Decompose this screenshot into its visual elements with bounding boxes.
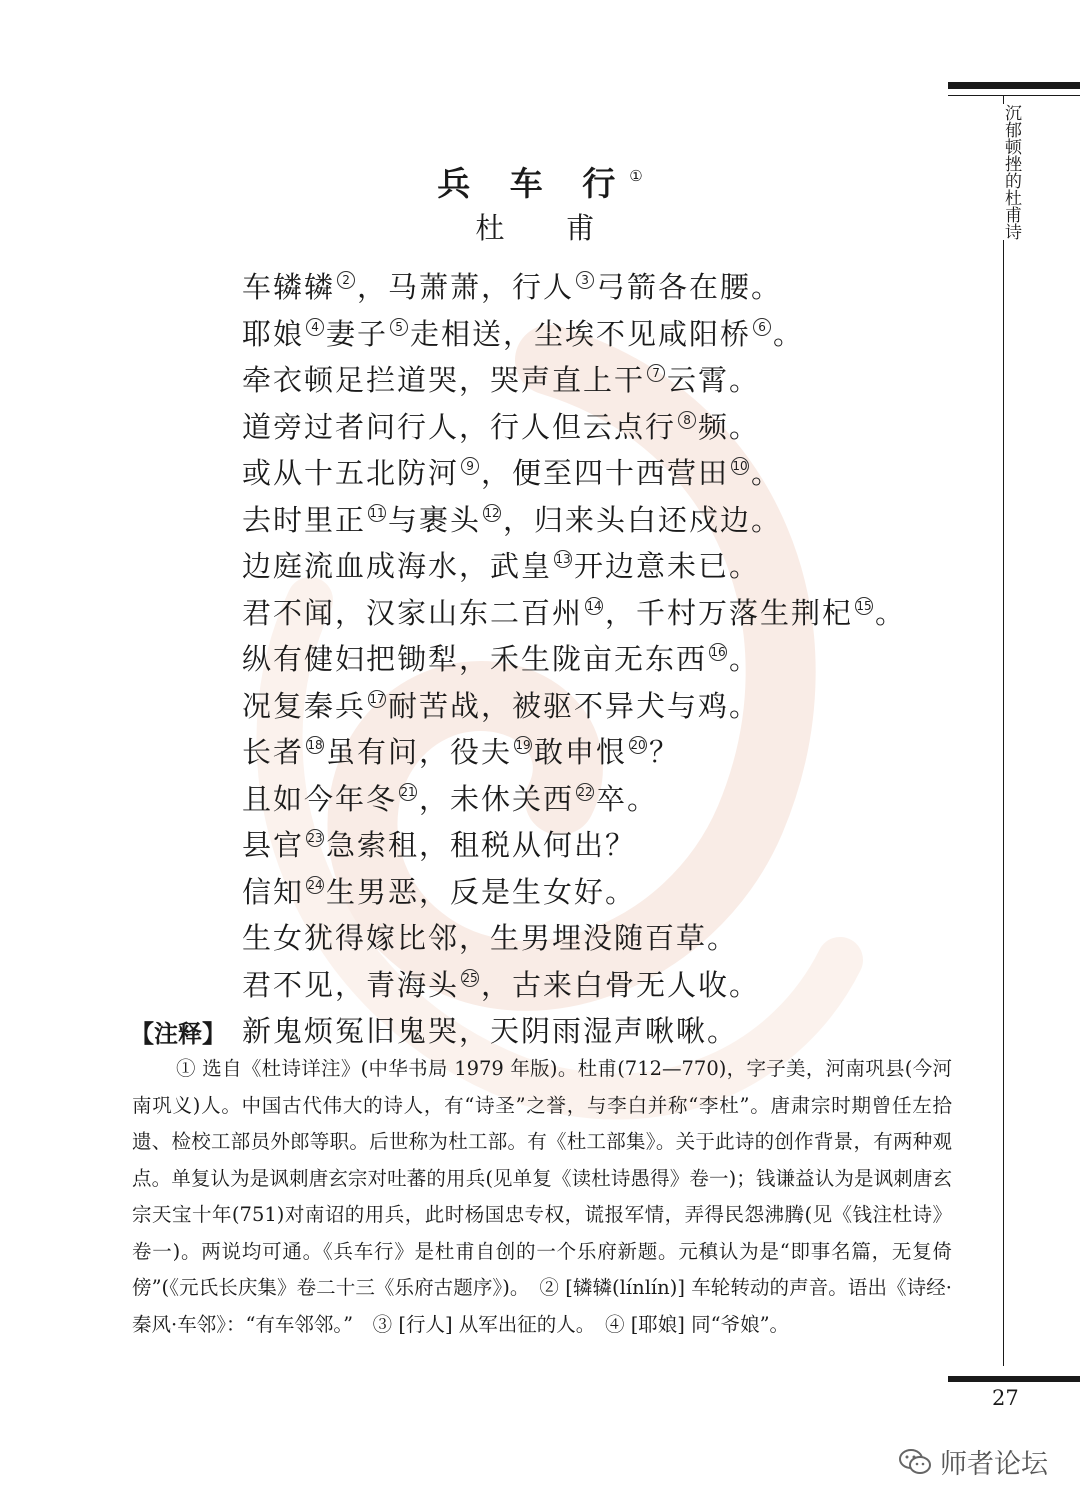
poem-text: ？ xyxy=(649,735,681,769)
poem-text: 。 xyxy=(773,316,805,351)
footnote-marker: 11 xyxy=(369,505,385,520)
poem-text: 走相送，尘埃不见咸阳桥 xyxy=(410,316,752,351)
poem-text: 虽有问，役夫 xyxy=(326,735,513,769)
poem-text: 生男恶，反是生女好。 xyxy=(326,874,637,909)
poem-text: 边庭流血成海水，武皇 xyxy=(242,549,553,583)
footnote-marker: 15 xyxy=(856,598,872,613)
margin-vertical-rule xyxy=(1003,96,1004,1366)
poem-text: 生女犹得嫁比邻，生男埋没随百草。 xyxy=(242,921,739,955)
poem-text: ，古来白骨无人收。 xyxy=(481,967,761,1002)
footer-rule xyxy=(948,1376,1080,1382)
poem-text: 信知 xyxy=(242,874,305,909)
poem-line xyxy=(242,357,942,404)
poem-line xyxy=(242,636,942,683)
poem-text: 君不见，青海头 xyxy=(242,967,460,1002)
poem-line xyxy=(242,683,942,730)
footnote-marker: 6 xyxy=(753,318,771,336)
footnote-marker: 18 xyxy=(307,738,323,752)
poem-text: 频。 xyxy=(698,409,761,444)
footnote-marker: 8 xyxy=(678,411,696,429)
wechat-icon xyxy=(898,1447,932,1477)
footnote-marker: 20 xyxy=(630,738,646,752)
poem-line xyxy=(242,311,942,358)
poem-body xyxy=(242,264,942,1055)
footnote-marker: 21 xyxy=(400,784,416,799)
poem-text: 县官 xyxy=(242,828,305,862)
footnote-marker: 19 xyxy=(515,738,531,752)
poem-text: 新鬼烦冤旧鬼哭，天阴雨湿声啾啾。 xyxy=(242,1014,739,1048)
poem-line xyxy=(242,543,942,590)
poem-text: 敢申恨 xyxy=(534,735,628,769)
footnote-marker: 2 xyxy=(337,271,355,289)
header-thick-rule xyxy=(948,82,1080,89)
poem-text: 去时里正 xyxy=(242,502,367,537)
poem-line xyxy=(242,450,942,497)
poem-text: 况复秦兵 xyxy=(242,688,367,723)
poem-text: 妻子 xyxy=(326,316,389,351)
footnote-marker: 7 xyxy=(647,364,665,382)
footnote-marker: 4 xyxy=(306,318,324,336)
poem-line xyxy=(242,869,942,916)
poem-text: 。 xyxy=(751,456,783,490)
notes-heading: 【注释】 xyxy=(130,1020,226,1048)
poem-line xyxy=(242,404,942,451)
poem-text: 弓箭各在腰。 xyxy=(596,270,783,304)
poem-line xyxy=(242,729,942,776)
footnote-marker: 25 xyxy=(462,970,478,985)
poem-text: ，归来头白还戍边。 xyxy=(503,502,783,537)
poem-text: 。 xyxy=(875,595,907,630)
notes-body xyxy=(132,1051,952,1343)
poem-text: 云霄。 xyxy=(667,363,761,397)
poem-text: ，马萧萧，行人 xyxy=(357,270,575,304)
poem-text: 。 xyxy=(729,642,761,676)
chapter-side-title: 沉郁顿挫的杜甫诗 xyxy=(986,104,1020,240)
footnote-marker: 17 xyxy=(369,691,385,706)
poem-line xyxy=(242,776,942,823)
poem-line xyxy=(242,1008,942,1055)
footnote-marker: 23 xyxy=(307,831,323,845)
poem-text: ，千村万落生荆杞 xyxy=(605,595,854,630)
poem-text: 开边意未已。 xyxy=(574,549,761,583)
footnote-marker: 16 xyxy=(710,645,726,659)
footnote-marker: 9 xyxy=(461,457,479,475)
poem-author: 杜 甫 xyxy=(475,211,621,245)
poem-line xyxy=(242,497,942,544)
footnote-marker: 5 xyxy=(390,318,408,336)
header-thin-rule xyxy=(948,95,1080,96)
notes-paragraph: ① 选自《杜诗详注》(中华书局 1979 年版)。杜甫(712—770)，字子美，河南巩县(今河南巩义)人。中国古代伟大的诗人，有“诗圣”之誉，与李白并称“李杜”。唐肃宗时期曾任左拾遗、检校工部员外郎等职。后世称为杜工部。有《杜工部集》。关于此诗的创作背景，有两种观点。单复认为是讽刺唐玄宗对吐蕃的用兵(见单复《读杜诗愚得》卷一)；钱谦益认为是讽刺唐玄宗天宝十年(751)对南诏的用兵，此时杨国忠专权，谎报军情，弄得民怨沸腾(见《钱注杜诗》卷一)。两说均可通。《兵车行》是杜甫自创的一个乐府新题。元稹认为是“即事名篇，无复倚傍”(《元氏长庆集》卷二十三《乐府古题序》)。 ② [辚辚(línlín)] 车轮转动的声音。语出《诗经·秦风·车邻》：“有车邻邻。” ③ [行人] 从军出征的人。 ④ [耶娘] 同“爷娘”。 xyxy=(132,1057,952,1336)
footnote-marker: 13 xyxy=(555,552,571,566)
poem-text: 牵衣顿足拦道哭，哭声直上干 xyxy=(242,363,646,397)
poem-text: 长者 xyxy=(242,735,305,769)
poem-text: 或从十五北防河 xyxy=(242,456,460,490)
poem-line xyxy=(242,822,942,869)
poem-title xyxy=(0,158,1080,205)
poem-text: 卒。 xyxy=(596,781,659,816)
footnote-marker: 24 xyxy=(307,877,323,892)
poem-line xyxy=(242,264,942,311)
wechat-account-name: 师者论坛 xyxy=(940,1449,1048,1480)
poem-text: 纵有健妇把锄犁，禾生陇亩无东西 xyxy=(242,642,708,676)
poem-text: ，便至四十西营田 xyxy=(481,456,730,490)
poem-line xyxy=(242,590,942,637)
footnote-marker: 22 xyxy=(577,784,593,799)
poem-text: 与裹头 xyxy=(388,502,482,537)
page-number: 27 xyxy=(992,1386,1019,1410)
poem-text: 耐苦战，被驱不异犬与鸡。 xyxy=(388,688,761,723)
wechat-watermark xyxy=(898,1442,1048,1481)
footnote-marker: 10 xyxy=(732,459,748,473)
poem-line xyxy=(242,962,942,1009)
poem-text: 车辚辚 xyxy=(242,270,336,304)
footnote-marker: 14 xyxy=(586,598,602,613)
poem-text: 君不闻，汉家山东二百州 xyxy=(242,595,584,630)
poem-text: ，未休关西 xyxy=(419,781,575,816)
poem-title-text: 兵 车 行 xyxy=(437,164,630,203)
poem-text: 道旁过者问行人，行人但云点行 xyxy=(242,409,677,444)
poem-text: 急索租，租税从何出？ xyxy=(326,828,637,862)
footnote-marker: 3 xyxy=(576,271,594,289)
footnote-marker: 12 xyxy=(484,505,500,520)
title-footnote-mark: ① xyxy=(629,167,643,185)
poem-text: 且如今年冬 xyxy=(242,781,398,816)
poem-text: 耶娘 xyxy=(242,316,305,351)
poem-line xyxy=(242,915,942,962)
